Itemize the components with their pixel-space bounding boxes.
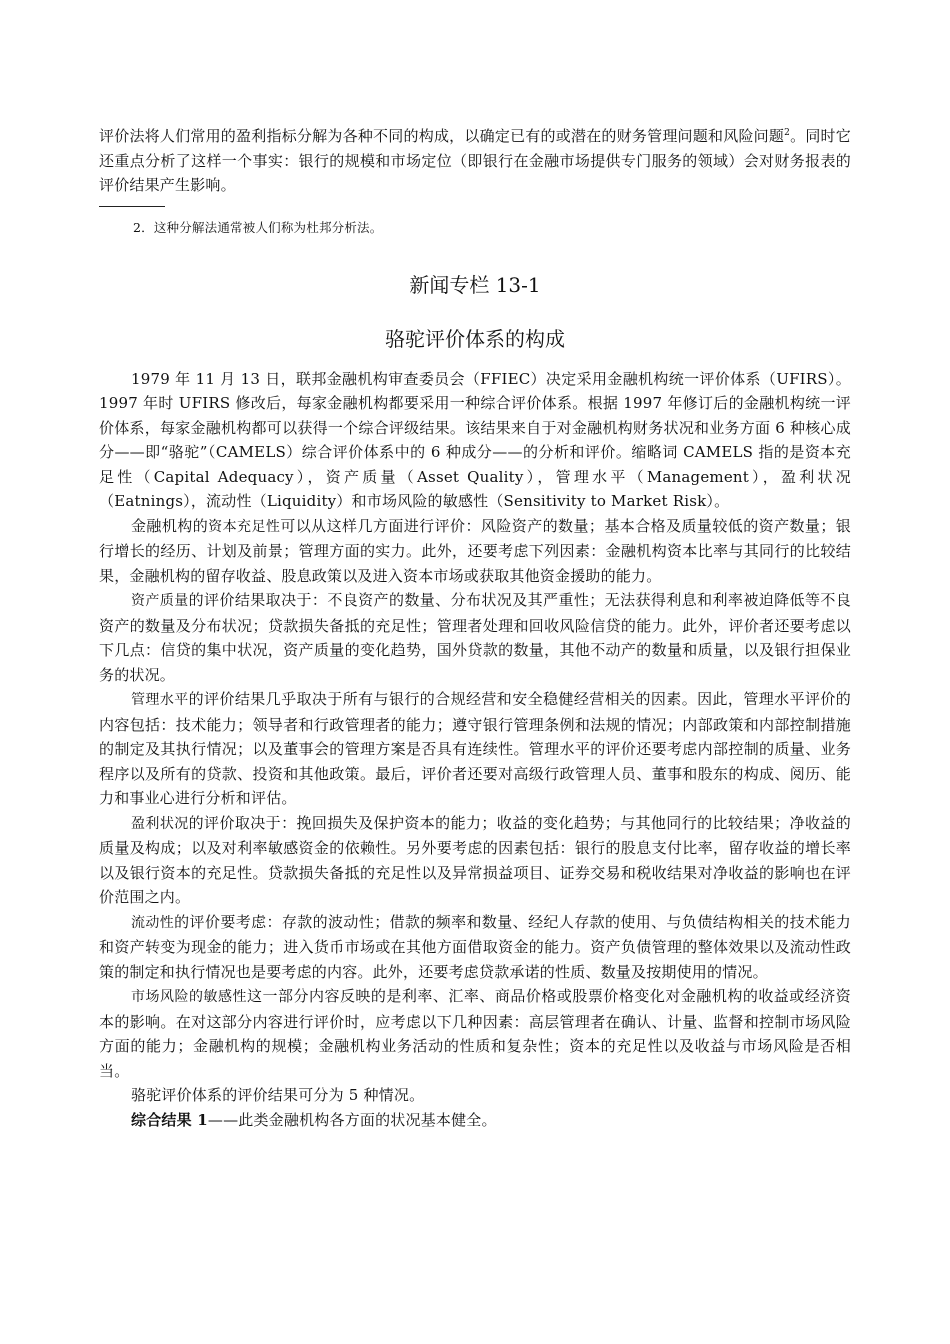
composite-rating-label: 综合结果 1	[131, 1110, 208, 1129]
paragraph-rating-scale: 骆驼评价体系的评价结果可分为 5 种情况。	[131, 1086, 425, 1104]
paragraph-body: 的评价要考虑：存款的波动性；借款的频率和数量、经纪人存款的使用、与负债结构相关的技术能力和资产转变为现金的能力；进入货币市场或在其他方面借取资金的能力。资产负债管理的整体效果以及流动性政策的制定和执行情况也是要考虑的内容。此外，还要考虑贷款承诺的性质、数量及按期使用的情况。	[99, 912, 851, 981]
paragraph-body: ——此类金融机构各方面的状况基本健全。	[207, 1110, 497, 1129]
term-liquidity: 流动性	[131, 914, 175, 931]
paragraph-management	[99, 687, 851, 811]
paragraph-body: 的评价取决于：挽回损失及保护资本的能力；收益的变化趋势；与其他同行的比较结果；净收益的质量及构成；以及对利率敏感资金的依赖性。另外要考虑的因素包括：银行的股息支付比率，留存收益的增长率以及银行资本的充足性。贷款损失备抵的充足性以及异常损益项目、证券交易和税收结果对净收益的影响也在评价范围之内。	[99, 813, 851, 906]
section-label: 新闻专栏 13-1	[409, 272, 541, 297]
paragraph-capital-adequacy	[99, 514, 851, 589]
term-market-risk: 市场风险的敏感性	[131, 989, 247, 1005]
term-capital-adequacy: 资本充足性	[208, 518, 281, 535]
paragraph-body: 可以从这样几方面进行评价：风险资产的数量；基本合格及质量较低的资产数量；银行增长的经历、计划及前景；管理方面的实力。此外，还要考虑下列因素：金融机构资本比率与其同行的比较结果，金融机构的留存收益、股息政策以及进入资本市场或获取其他资金援助的能力。	[99, 516, 851, 585]
page-content	[99, 124, 851, 1132]
paragraph-asset-quality	[99, 588, 851, 687]
footnote: 2．这种分解法通常被人们称为杜邦分析法。	[133, 219, 383, 235]
article-title: 骆驼评价体系的构成	[385, 326, 565, 351]
paragraph-body: 的评价结果几乎取决于所有与银行的合规经营和安全稳健经营相关的因素。因此，管理水平评价的内容包括：技术能力；领导者和行政管理者的能力；遵守银行管理条例和法规的情况；内部政策和内部控制措施的制定及其执行情况；以及董事会的管理方案是否具有连续性。管理水平的评价还要考虑内部控制的质量、业务程序以及所有的贷款、投资和其他政策。最后，评价者还要对高级行政管理人员、董事和股东的构成、阅历、能力和事业心进行分析和评估。	[99, 690, 851, 807]
paragraph-composite-1	[99, 1108, 851, 1133]
paragraph-body: 的评价结果取决于：不良资产的数量、分布状况及其严重性；无法获得利息和利率被迫降低等不良资产的数量及分布状况；贷款损失备抵的充足性；管理者处理和回收风险信贷的能力。此外，评价者还要考虑以下几点：信贷的集中状况，资产质量的变化趋势，国外贷款的数量，其他不动产的数量和质量，以及银行担保业务的状况。	[99, 591, 851, 684]
intro-paragraph	[99, 124, 851, 198]
paragraph-lead: 金融机构的	[131, 516, 209, 535]
term-management: 管理水平	[131, 692, 189, 708]
footnote-ref[interactable]: 2	[784, 128, 791, 138]
term-asset-quality: 资产质量	[131, 593, 189, 609]
paragraph-camels-intro: 1979 年 11 月 13 日，联邦金融机构审查委员会（FFIEC）决定采用金融机构统一评价体系（UFIRS）。1997 年时 UFIRS 修改后，每家金融机构都要采用一种综合评价体系。根据 1997 年修订后的金融机构统一评价体系，每家金融机构都可以获得一个综合评级结果。该结果来自于对金融机构财务状况和业务方面 6 种核心成分——即“骆驼”（CAMELS）综合评价体系中的 6 种成分——的分析和评价。缩略词 CAMELS 指的是资本充足性（Capital Adequacy），资产质量（Asset Quality），管理水平（Management），盈利状况（Eatnings），流动性（Liquidity）和市场风险的敏感性（Sensitivity to Market Risk）。	[99, 369, 851, 510]
paragraph-body: 这一部分内容反映的是利率、汇率、商品价格或股票价格变化对金融机构的收益或经济资本的影响。在对这部分内容进行评价时，应考虑以下几种因素：高层管理者在确认、计量、监督和控制市场风险方面的能力；金融机构的规模；金融机构业务活动的性质和复杂性；资本的充足性以及收益与市场风险是否相当。	[99, 987, 851, 1080]
paragraph-market-risk	[99, 984, 851, 1083]
term-earnings: 盈利状况	[131, 815, 189, 832]
paragraph-liquidity	[99, 910, 851, 985]
paragraph-earnings	[99, 811, 851, 910]
intro-text: 评价法将人们常用的盈利指标分解为各种不同的构成，以确定已有的或潜在的财务管理问题和风险问题	[99, 127, 785, 145]
footnote-divider	[99, 206, 165, 207]
intro-text-continued: 。同时它还重点分析了这样一个事实：银行的规模和市场定位（即银行在金融市场提供专门服务的领域）会对财务报表的评价结果产生影响。	[99, 127, 851, 194]
